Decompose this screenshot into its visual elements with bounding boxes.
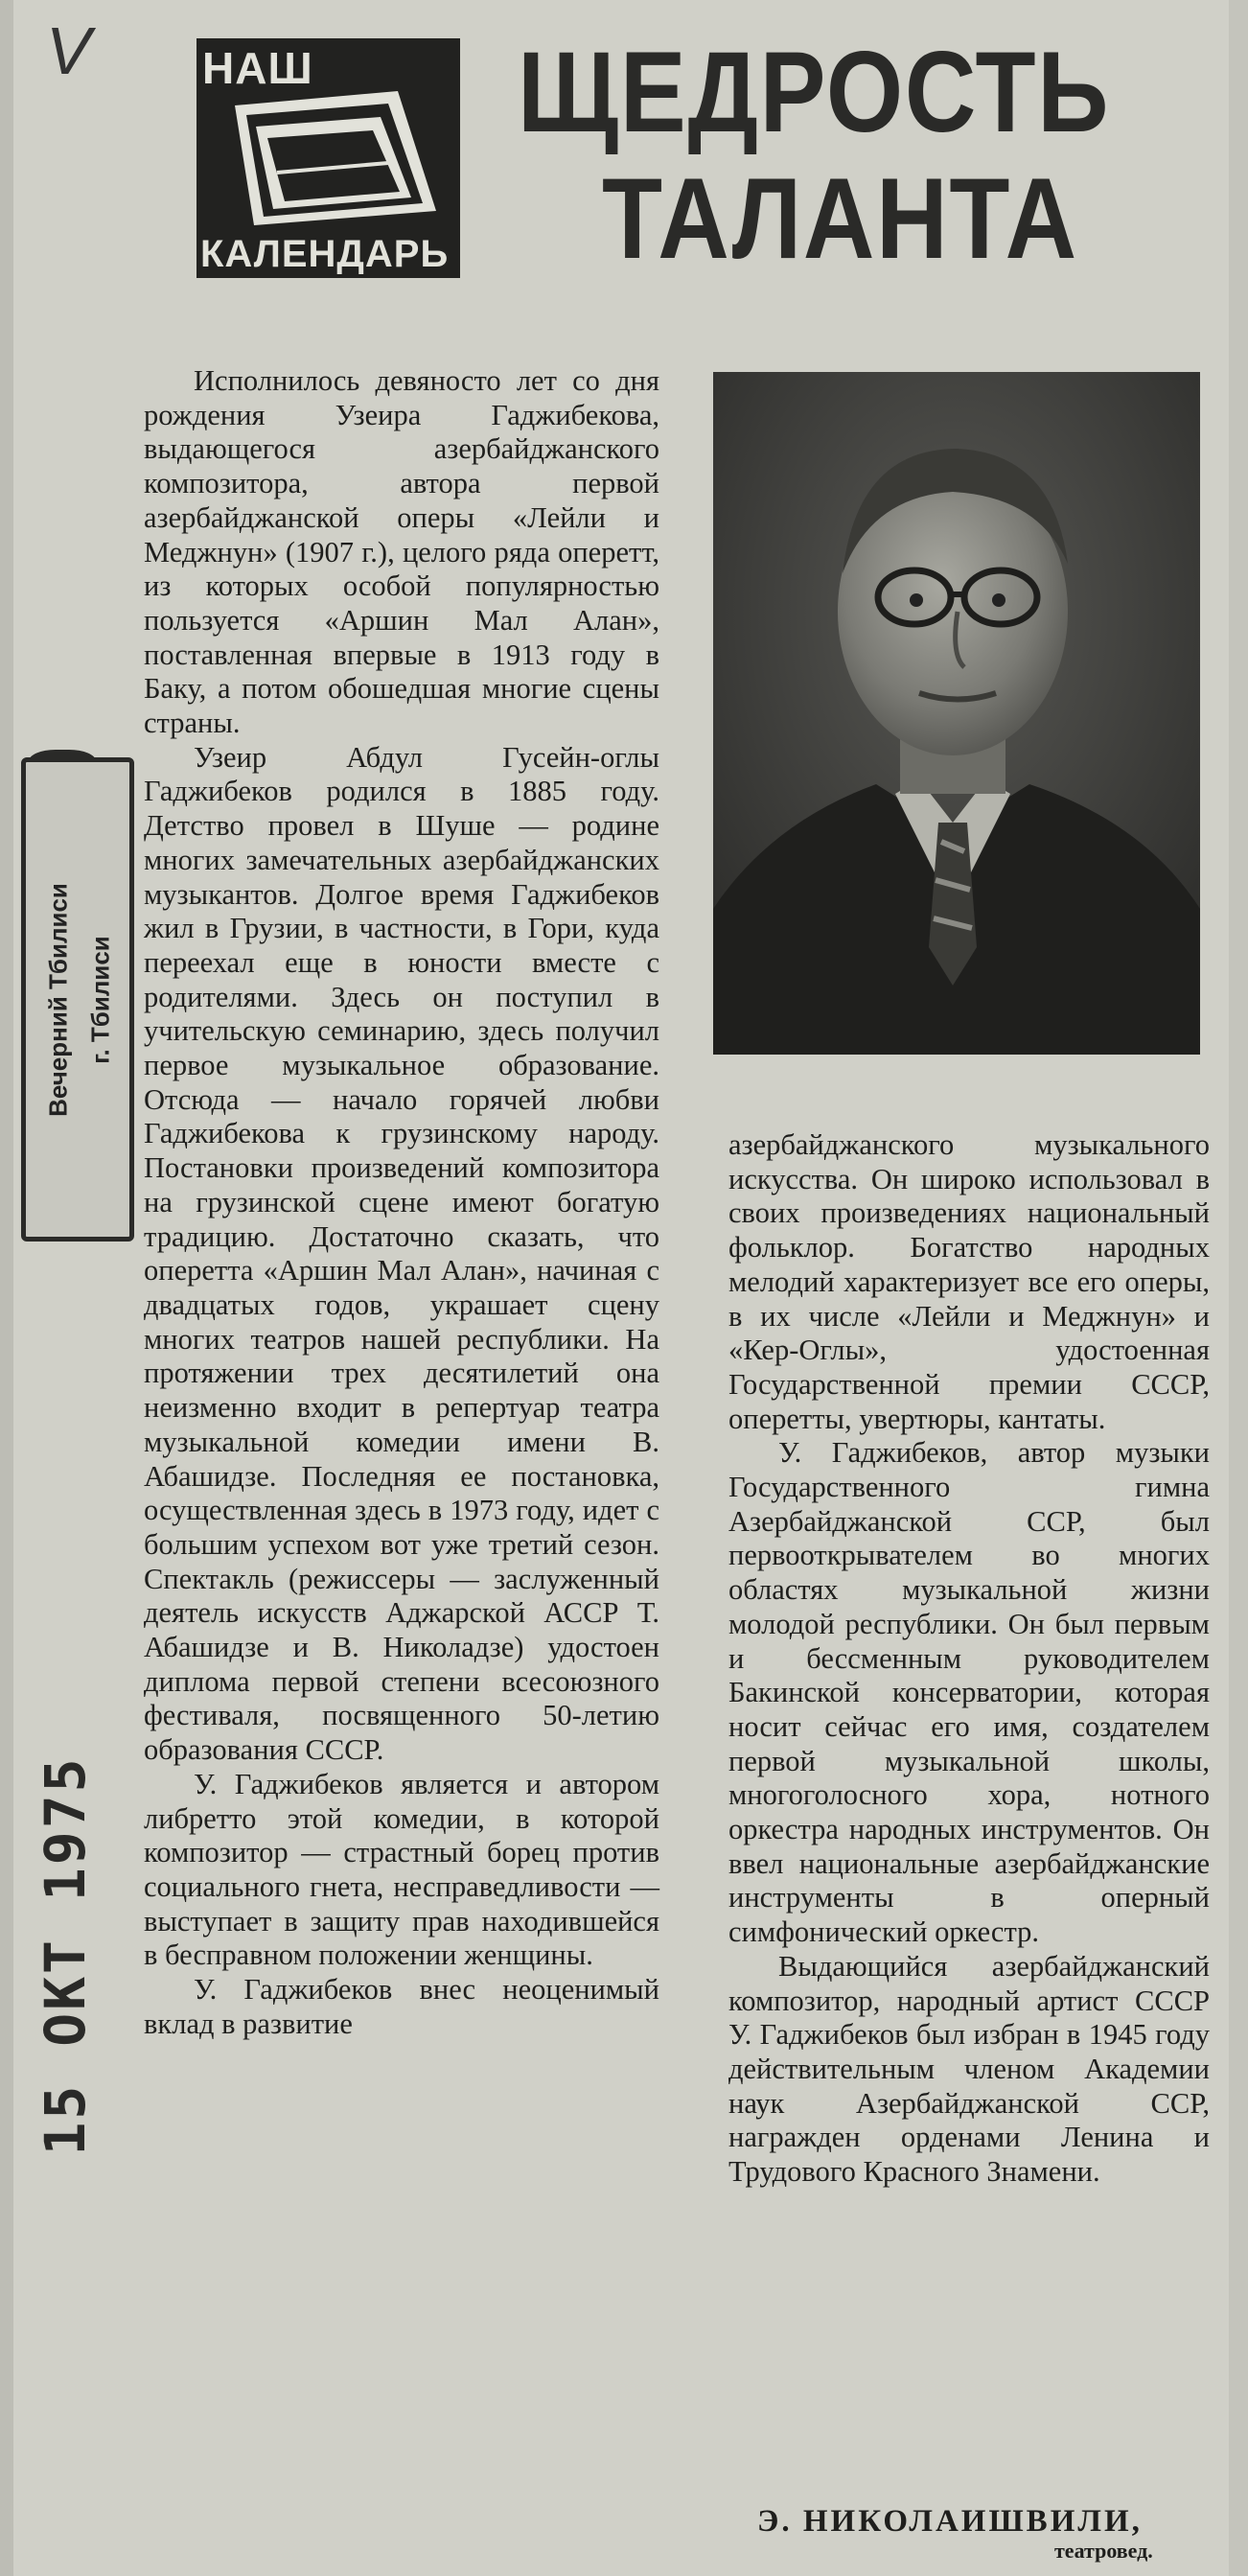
article-paragraph-continued: азербайджанского музыкального искусства. Он широко использовал в своих произведениях национальный фольклор. Богатство народных мелодий характеризует все его оперы, в их числе «Лейли и Меджнун» и «Кер-Оглы», удостоенная Государственной премии СССР, оперетты, увертюры, кантаты. xyxy=(728,1128,1210,1435)
article-paragraph: Исполнилось девяносто лет со дня рождения Узеира Гаджибекова, выдающегося азербайджанского композитора, автора первой азербайджанской оперы «Лейли и Меджнун» (1907 г.), целого ряда оперетт, из которых особой популярностью пользуется «Аршин Мал Алан», поставленная впервые в 1913 году в Баку, а потом обошедшая многие сцены страны. xyxy=(144,364,659,740)
date-stamp: 15 ОКТ 1975 xyxy=(33,1755,98,2156)
article-paragraph: Выдающийся азербайджанский композитор, народный артист СССР У. Гаджибеков был избран в 1945 году действительным членом Академии наук Азербайджанской ССР, награжден орденами Ленина и Трудового Красного Знамени. xyxy=(728,1949,1210,2189)
article-column-1 xyxy=(144,364,659,2041)
headline-line-2: ТАЛАНТА xyxy=(602,154,1078,283)
paper-right-edge xyxy=(1229,0,1248,2576)
author-role: театровед. xyxy=(1054,2539,1153,2563)
logo-line-2: КАЛЕНДАРЬ xyxy=(200,233,450,275)
article-paragraph: У. Гаджибеков внес неоценимый вклад в развитие xyxy=(144,1973,659,2040)
calendar-logo xyxy=(196,38,460,278)
logo-line-1: НАШ xyxy=(202,43,313,93)
stamp-city: г. Тбилиси xyxy=(85,935,115,1064)
article-paragraph: У. Гаджибеков, автор музыки Государственного гимна Азербайджанской ССР, был первооткрывателем во многих областях музыкальной жизни молодой республики. Он был первым и бессменным руководителем Бакинской консерватории, которая носит сейчас его имя, создателем первой музыкальной школы, многоголосного хора, нотного оркестра народных инструментов. Он ввел национальные азербайджанские инструменты в оперный симфонический оркестр. xyxy=(728,1436,1210,1949)
article-column-2 xyxy=(728,1128,1210,2190)
article-paragraph: Узеир Абдул Гусейн-оглы Гаджибеков родился в 1885 году. Детство провел в Шуше — родине многих замечательных азербайджанских музыкантов. Долгое время Гаджибеков жил в Грузии, в частности, в Гори, куда переехал еще в юности вместе с родителями. Здесь он поступил в учительскую семинарию, здесь получил первое музыкальное образование. Отсюда — начало горячей любви Гаджибекова к грузинскому народу. Постановки произведений композитора на грузинской сцене имеют богатую традицию. Достаточно сказать, что оперетта «Аршин Мал Алан», начиная с двадцатых годов, украшает сцену многих театров нашей республики. На протяжении трех десятилетий она неизменно входит в репертуар театра музыкальной комедии имени В. Абашидзе. Последняя ее постановка, осуществленная здесь в 1973 году, идет с большим успехом вот уже третий сезон. Спектакль (режиссеры — заслуженный деятель искусств Аджарской АССР Т. Абашидзе и В. Николадзе) удостоен диплома первой степени всесоюзного фестиваля, посвященного 50-летию образования СССР. xyxy=(144,740,659,1767)
author-name: Э. НИКОЛАИШВИЛИ, xyxy=(757,2504,1143,2539)
newspaper-stamp xyxy=(21,757,134,1242)
article-headline xyxy=(518,29,1208,282)
headline-line-1: ЩЕДРОСТЬ xyxy=(518,28,1111,156)
portrait-image xyxy=(713,372,1200,1055)
portrait-photo xyxy=(713,372,1200,1055)
article-paragraph: У. Гаджибеков является и автором либретто этой комедии, в которой композитор — страстный борец против социального гнета, несправедливости — выступает в защиту прав находившейся в бесправном положении женщины. xyxy=(144,1767,659,1972)
stamp-newspaper-name: Вечерний Тбилиси xyxy=(43,882,73,1117)
handwritten-check-mark: V xyxy=(46,13,91,88)
paper-left-edge xyxy=(0,0,13,2576)
